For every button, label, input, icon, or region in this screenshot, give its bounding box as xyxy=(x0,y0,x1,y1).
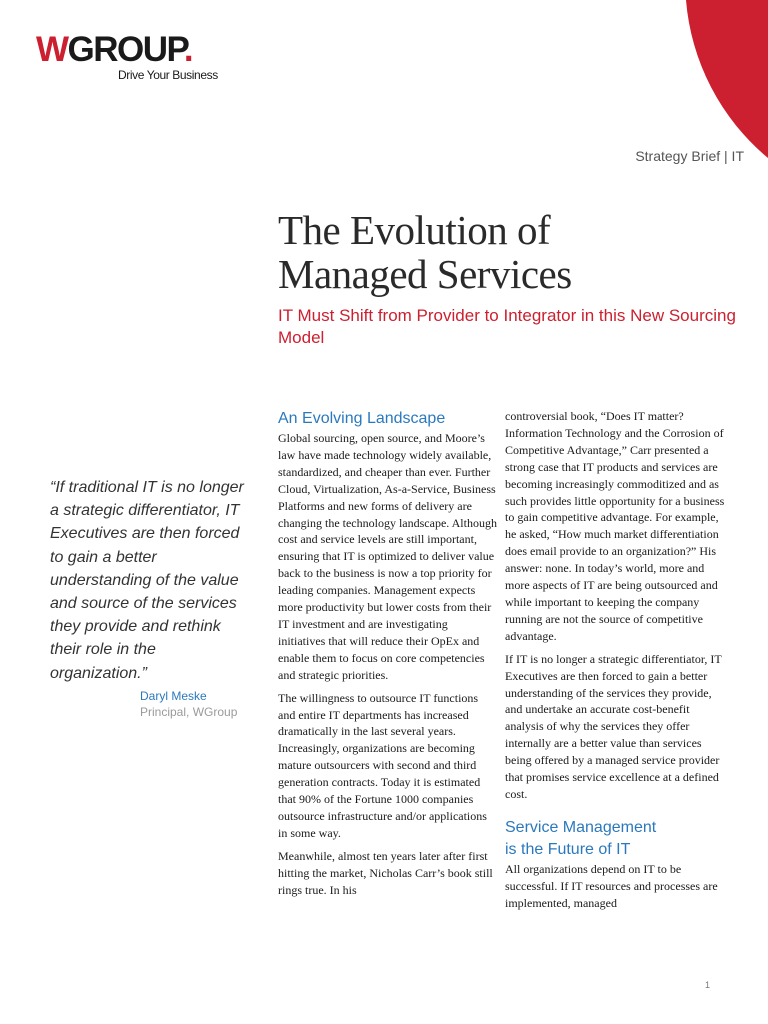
title-line-2: Managed Services xyxy=(278,251,572,297)
article-column-2 xyxy=(505,408,725,918)
wgroup-logo xyxy=(36,30,218,82)
paragraph: All organizations depend on IT to be successful. If IT resources and processes are implemented, managed xyxy=(505,861,718,910)
quote-author-name: Daryl Meske xyxy=(140,689,207,703)
logo-wordmark: WGROUP. xyxy=(36,30,193,69)
paragraph: controversial book, “Does IT matter? Information Technology and the Corrosion of Competitive Advantage,” Carr presented a strong case that IT products and services are becoming increasingly commoditized and as such provides little opportunity for a business to gain competitive advantage. For example, he asked, “How much market differentiation does email provide to an organization?” His answer: none. In today’s world, more and more aspects of IT are being outsourced and while important to keeping the company running are not the source of competitive advantage. xyxy=(505,409,725,643)
page-number: 1 xyxy=(704,980,710,990)
paragraph: Meanwhile, almost ten years later after first hitting the market, Nicholas Carr’s book still rings true. In his xyxy=(278,848,493,897)
red-corner-decoration xyxy=(0,0,768,160)
page-title xyxy=(278,208,572,296)
section-heading-service-management: Service Management is the Future of IT xyxy=(505,818,657,858)
paragraph: Global sourcing, open source, and Moore’s law have made technology widely available, standardized, and cheaper than ever. Further Cloud, Virtualization, As-a-Service, Business Platforms and new forms of delivery are changing the technology landscape. Although cost and service levels are still important, ensuring that IT is optimized to deliver value back to the business is now a top priority for leading companies. Management expects more productivity but lower costs from their IT investment and are investigating initiatives that will reduce their OpEx and enable them to focus on core competencies and strategic priorities. xyxy=(278,431,497,682)
article-column-1 xyxy=(278,408,498,904)
pull-quote: “If traditional IT is no longer a strategic differentiator, IT Executives are then forced to gain a better understanding of the value and source of the services they provide and rethink their role in the organization.” xyxy=(50,479,244,682)
title-line-1: The Evolution of xyxy=(278,207,551,253)
paragraph: If IT is no longer a strategic differentiator, IT Executives are then forced to gain a better understanding of the services they provide, and undertake an accurate cost-benefit analysis of why the services they offer internally are a better value than services being offered by a managed service provider that promises service excellence at a defined cost. xyxy=(505,651,722,801)
strategy-brief-label: Strategy Brief | IT xyxy=(635,148,744,164)
section-heading-evolving-landscape: An Evolving Landscape xyxy=(278,410,446,427)
logo-tagline: Drive Your Business xyxy=(118,68,218,82)
quote-author-role: Principal, WGroup xyxy=(140,705,238,719)
paragraph: The willingness to outsource IT functions and entire IT departments has increased dramatically in the last several years. Increasingly, organizations are becoming mature outsourcers with second and third generation contracts. Today it is estimated that 90% of the Fortune 1000 companies outsource infrastructure and/or applications in some way. xyxy=(278,690,487,840)
page-subtitle: IT Must Shift from Provider to Integrator in this New Sourcing Model xyxy=(278,306,736,347)
